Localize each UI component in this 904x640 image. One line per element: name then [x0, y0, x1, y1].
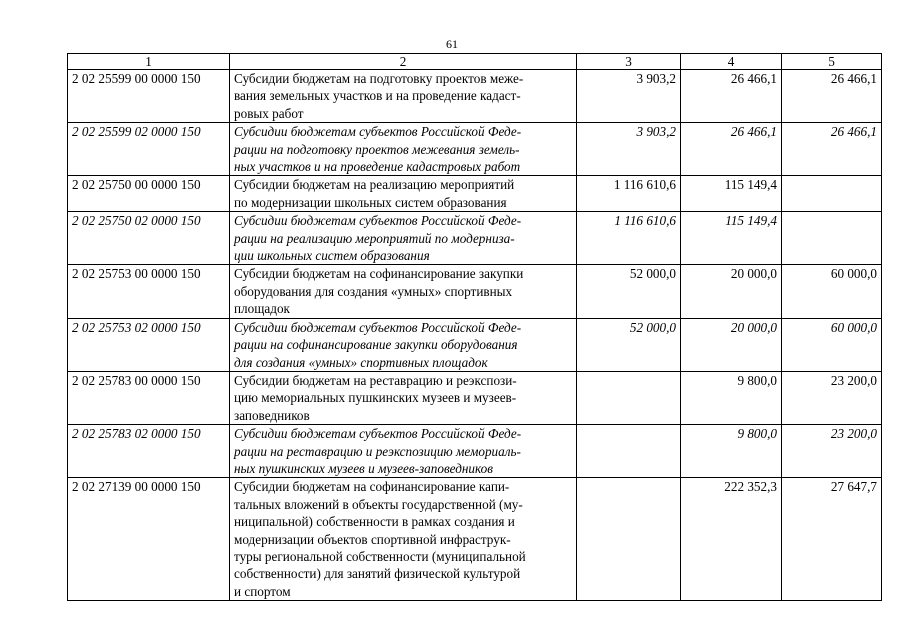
amount-cell-4: 9 800,0 — [681, 425, 782, 478]
table-row — [68, 265, 882, 318]
description-line: модернизации объектов спортивной инфраструк- — [234, 531, 511, 547]
description-cell — [230, 478, 577, 601]
description-cell — [230, 265, 577, 318]
table-row — [68, 70, 882, 123]
amount-cell-3 — [577, 478, 681, 601]
budget-table — [67, 53, 882, 601]
amount-cell-5: 26 466,1 — [782, 123, 882, 176]
column-header-2: 2 — [230, 54, 577, 70]
column-header-5: 5 — [782, 54, 882, 70]
description-line: по модернизации школьных систем образования — [234, 194, 507, 210]
description-line: площадок — [234, 301, 290, 317]
description-line: вания земельных участков и на проведение кадаст- — [234, 88, 521, 104]
description-line: ных участков и на проведение кадастровых работ — [234, 159, 521, 175]
description-cell — [230, 425, 577, 478]
amount-cell-4: 9 800,0 — [681, 371, 782, 424]
description-line: Субсидии бюджетам на реставрацию и реэкспози- — [234, 372, 517, 388]
description-line: собственности) для занятий физической культурой — [234, 566, 521, 582]
description-line: Субсидии бюджетам на софинансирование капи- — [234, 479, 510, 495]
description-line: ции школьных систем образования — [234, 248, 430, 264]
budget-code-cell: 2 02 25783 02 0000 150 — [68, 425, 230, 478]
table-row — [68, 123, 882, 176]
amount-cell-5: 60 000,0 — [782, 265, 882, 318]
description-cell — [230, 318, 577, 371]
budget-code-cell: 2 02 25753 00 0000 150 — [68, 265, 230, 318]
description-line: Субсидии бюджетам на подготовку проектов меже- — [234, 71, 524, 86]
budget-code-cell: 2 02 25750 02 0000 150 — [68, 212, 230, 265]
description-line: цию мемориальных пушкинских музеев и музеев- — [234, 390, 517, 406]
amount-cell-4: 26 466,1 — [681, 70, 782, 123]
amount-cell-4: 20 000,0 — [681, 318, 782, 371]
amount-cell-3: 52 000,0 — [577, 265, 681, 318]
column-header-1: 1 — [68, 54, 230, 70]
amount-cell-3 — [577, 425, 681, 478]
description-line: рации на подготовку проектов межевания земель- — [234, 141, 520, 157]
description-line: и спортом — [234, 583, 291, 599]
description-line: тальных вложений в объекты государственной (му- — [234, 496, 523, 512]
description-line: оборудования для создания «умных» спортивных — [234, 283, 513, 299]
table-row — [68, 478, 882, 601]
budget-code-cell: 2 02 25599 00 0000 150 — [68, 70, 230, 123]
description-line: заповедников — [234, 407, 310, 423]
description-cell — [230, 212, 577, 265]
amount-cell-3: 3 903,2 — [577, 123, 681, 176]
amount-cell-3 — [577, 371, 681, 424]
page-number: 61 — [446, 37, 458, 51]
description-line: рации на софинансирование закупки оборудования — [234, 337, 518, 353]
budget-code-cell: 2 02 27139 00 0000 150 — [68, 478, 230, 601]
amount-cell-4: 26 466,1 — [681, 123, 782, 176]
description-line: Субсидии бюджетам субъектов Российской Феде- — [234, 124, 522, 140]
description-line: Субсидии бюджетам субъектов Российской Феде- — [234, 426, 522, 442]
description-line: Субсидии бюджетам на реализацию мероприятий — [234, 177, 515, 193]
description-line: Субсидии бюджетам на софинансирование закупки — [234, 266, 524, 282]
description-cell — [230, 371, 577, 424]
description-line: Субсидии бюджетам субъектов Российской Феде- — [234, 213, 522, 229]
description-cell — [230, 70, 577, 123]
table-row — [68, 318, 882, 371]
header-row — [68, 54, 882, 70]
amount-cell-5: 26 466,1 — [782, 70, 882, 123]
amount-cell-5 — [782, 212, 882, 265]
description-line: ровых работ — [234, 105, 304, 121]
amount-cell-5: 60 000,0 — [782, 318, 882, 371]
amount-cell-3: 52 000,0 — [577, 318, 681, 371]
table-row — [68, 212, 882, 265]
table-row — [68, 176, 882, 212]
description-line: рации на реставрацию и реэкспозицию мемориаль- — [234, 443, 521, 459]
amount-cell-3: 1 116 610,6 — [577, 176, 681, 212]
budget-code-cell: 2 02 25783 00 0000 150 — [68, 371, 230, 424]
table-body — [68, 70, 882, 601]
table-row — [68, 425, 882, 478]
amount-cell-5: 27 647,7 — [782, 478, 882, 601]
amount-cell-3: 1 116 610,6 — [577, 212, 681, 265]
description-line: Субсидии бюджетам субъектов Российской Феде- — [234, 319, 522, 335]
budget-code-cell: 2 02 25599 02 0000 150 — [68, 123, 230, 176]
description-line: ных пушкинских музеев и музеев-заповедников — [234, 460, 493, 476]
description-line: для создания «умных» спортивных площадок — [234, 354, 488, 370]
description-line: туры региональной собственности (муниципальной — [234, 548, 526, 564]
amount-cell-4: 115 149,4 — [681, 176, 782, 212]
description-cell — [230, 176, 577, 212]
budget-code-cell: 2 02 25750 00 0000 150 — [68, 176, 230, 212]
amount-cell-4: 222 352,3 — [681, 478, 782, 601]
description-line: рации на реализацию мероприятий по модерниза- — [234, 230, 515, 246]
amount-cell-3: 3 903,2 — [577, 70, 681, 123]
description-line: ниципальной) собственности в рамках создания и — [234, 514, 515, 530]
amount-cell-5: 23 200,0 — [782, 425, 882, 478]
column-header-3: 3 — [577, 54, 681, 70]
amount-cell-5 — [782, 176, 882, 212]
amount-cell-5: 23 200,0 — [782, 371, 882, 424]
amount-cell-4: 115 149,4 — [681, 212, 782, 265]
budget-code-cell: 2 02 25753 02 0000 150 — [68, 318, 230, 371]
description-cell — [230, 123, 577, 176]
amount-cell-4: 20 000,0 — [681, 265, 782, 318]
column-header-4: 4 — [681, 54, 782, 70]
table-row — [68, 371, 882, 424]
